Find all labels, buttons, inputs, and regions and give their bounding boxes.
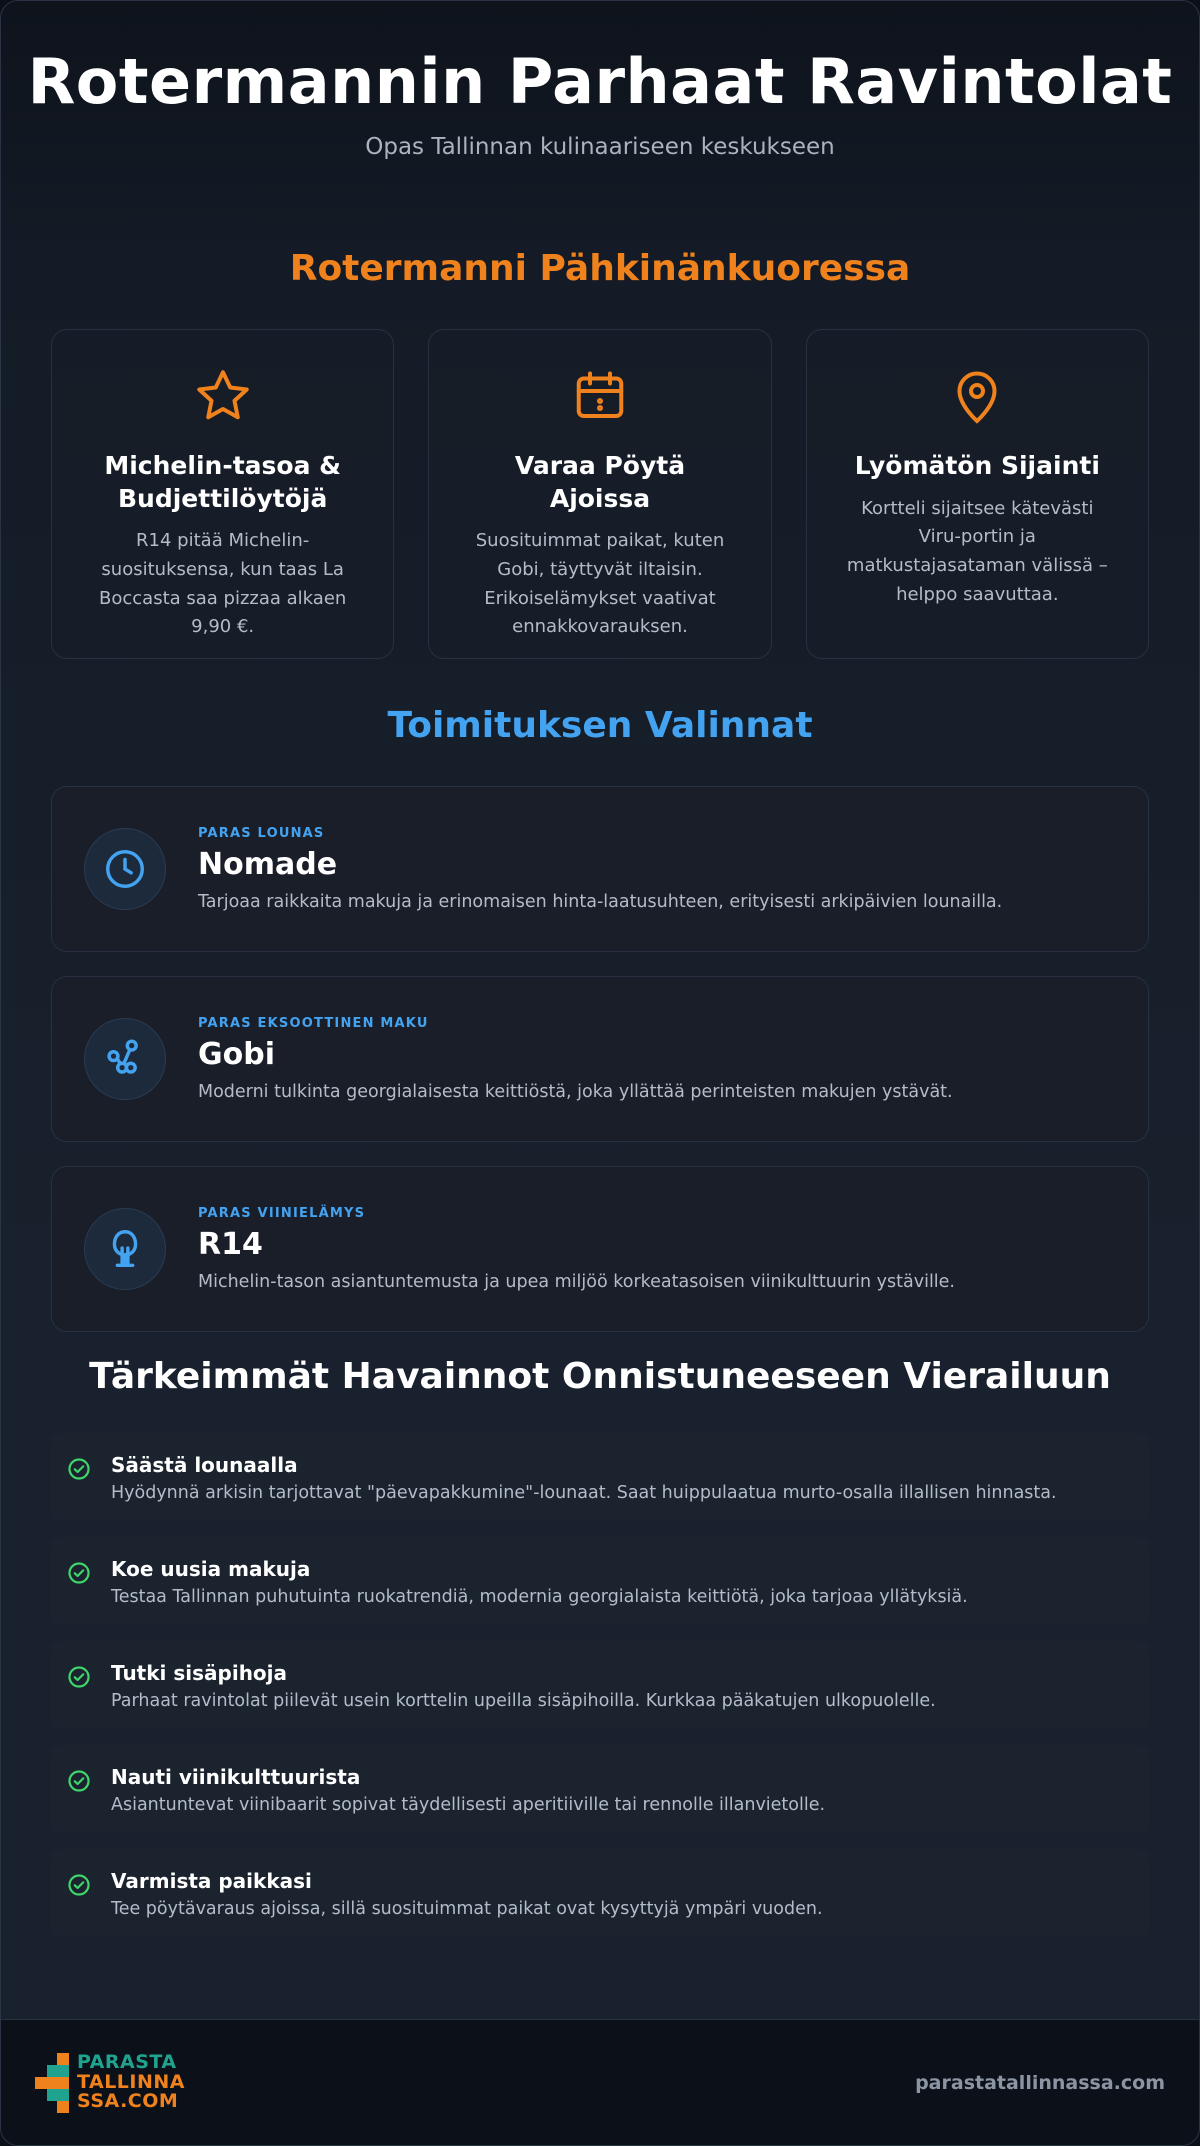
hero-header xyxy=(1,1,1199,160)
pick-tag: PARAS LOUNAS xyxy=(198,826,325,841)
observation-item xyxy=(51,1745,1149,1833)
pick-card xyxy=(51,976,1149,1142)
check-circle-icon xyxy=(67,1457,91,1481)
observation-title: Säästä lounaalla xyxy=(111,1453,298,1477)
logo-wordmark xyxy=(77,2050,185,2113)
picks-list xyxy=(51,786,1149,1332)
page-subtitle: Opas Tallinnan kulinaariseen keskukseen xyxy=(365,134,835,160)
observation-text: Parhaat ravintolat piilevät usein korttelin upeilla sisäpihoilla. Kurkkaa pääkatujen ulkopuolelle. xyxy=(111,1691,936,1711)
nutshell-card xyxy=(806,329,1149,659)
nutshell-section-title: Rotermanni Pähkinänkuoressa xyxy=(289,248,911,289)
check-circle-icon xyxy=(67,1665,91,1689)
observation-title: Koe uusia makuja xyxy=(111,1557,311,1581)
nutshell-card xyxy=(51,329,394,659)
observation-text: Tee pöytävaraus ajoissa, sillä suosituimmat paikat ovat kysyttyjä ympäri vuoden. xyxy=(111,1899,823,1919)
check-circle-icon xyxy=(67,1873,91,1897)
observation-title: Varmista paikkasi xyxy=(111,1869,312,1893)
pick-name: R14 xyxy=(198,1227,263,1262)
nutshell-card-text: Suosituimmat paikat, kuten Gobi, täyttyvät iltaisin. Erikoiselämykset vaativat ennakkovarauksen. xyxy=(475,530,725,638)
pick-card xyxy=(51,786,1149,952)
wine-glass-icon xyxy=(84,1208,166,1290)
observations-list xyxy=(51,1433,1149,1937)
pick-tag: PARAS VIINIELÄMYS xyxy=(198,1206,366,1221)
nutshell-card xyxy=(428,329,771,659)
nutshell-card-title: Lyömätön Sijainti xyxy=(854,451,1100,480)
observation-item xyxy=(51,1641,1149,1729)
pick-tag: PARAS EKSOOTTINEN MAKU xyxy=(198,1016,429,1031)
observation-title: Tutki sisäpihoja xyxy=(111,1661,288,1685)
pick-description: Tarjoaa raikkaita makuja ja erinomaisen hinta-laatusuhteen, erityisesti arkipäivien lounailla. xyxy=(198,892,1003,912)
pick-name: Gobi xyxy=(198,1037,275,1072)
star-icon xyxy=(92,366,353,430)
nutshell-card-text: R14 pitää Michelin-suosituksensa, kun taas La Boccasta saa pizzaa alkaen 9,90 €. xyxy=(99,530,347,638)
observation-text: Hyödynnä arkisin tarjottavat "päevapakkumine"-lounaat. Saat huippulaatua murto-osalla illallisen hinnasta. xyxy=(111,1483,1057,1503)
logo-line: TALLINNA xyxy=(77,2070,185,2093)
site-logo[interactable] xyxy=(35,2050,185,2113)
check-circle-icon xyxy=(67,1769,91,1793)
observation-text: Testaa Tallinnan puhutuinta ruokatrendiä, modernia georgialaista keittiötä, joka tarjoaa yllätyksiä. xyxy=(111,1587,968,1607)
cross-logo-icon xyxy=(35,2053,69,2113)
logo-line-part: SSA.COM xyxy=(77,2090,179,2113)
pick-description: Michelin-tason asiantuntemusta ja upea miljöö korkeatasoisen viinikulttuurin ystäville. xyxy=(198,1272,955,1292)
check-circle-icon xyxy=(67,1561,91,1585)
website-link[interactable]: parastatallinnassa.com xyxy=(915,2071,1165,2094)
molecule-icon xyxy=(84,1018,166,1100)
observation-title: Nauti viinikulttuurista xyxy=(111,1765,361,1789)
observation-item xyxy=(51,1537,1149,1625)
observation-item xyxy=(51,1849,1149,1937)
page-footer xyxy=(1,2019,1199,2145)
observations-section-title: Tärkeimmät Havainnot Onnistuneeseen Vierailuun xyxy=(89,1356,1111,1397)
pick-description: Moderni tulkinta georgialaisesta keittiöstä, joka yllättää perinteisten makujen ystävät. xyxy=(198,1082,953,1102)
observation-item xyxy=(51,1433,1149,1521)
pick-card xyxy=(51,1166,1149,1332)
nutshell-card-title: Michelin-tasoa & Budjettilöytöjä xyxy=(104,451,341,513)
observation-text: Asiantuntevat viinibaarit sopivat täydellisesti aperitiiville tai rennolle illanvietolle. xyxy=(111,1795,826,1815)
calendar-icon xyxy=(469,366,730,430)
pick-name: Nomade xyxy=(198,847,338,882)
nutshell-cards xyxy=(51,329,1149,659)
map-pin-icon xyxy=(847,366,1108,430)
logo-line: PARASTA xyxy=(77,2050,177,2073)
picks-section-title: Toimituksen Valinnat xyxy=(387,705,813,746)
clock-icon xyxy=(84,828,166,910)
logo-line xyxy=(77,2092,185,2112)
nutshell-card-title: Varaa Pöytä Ajoissa xyxy=(514,451,686,513)
nutshell-card-text: Kortteli sijaitsee kätevästi Viru-portin ja matkustajasataman välissä – helppo saavuttaa. xyxy=(846,497,1108,605)
page-title: Rotermannin Parhaat Ravintolat xyxy=(27,45,1173,118)
